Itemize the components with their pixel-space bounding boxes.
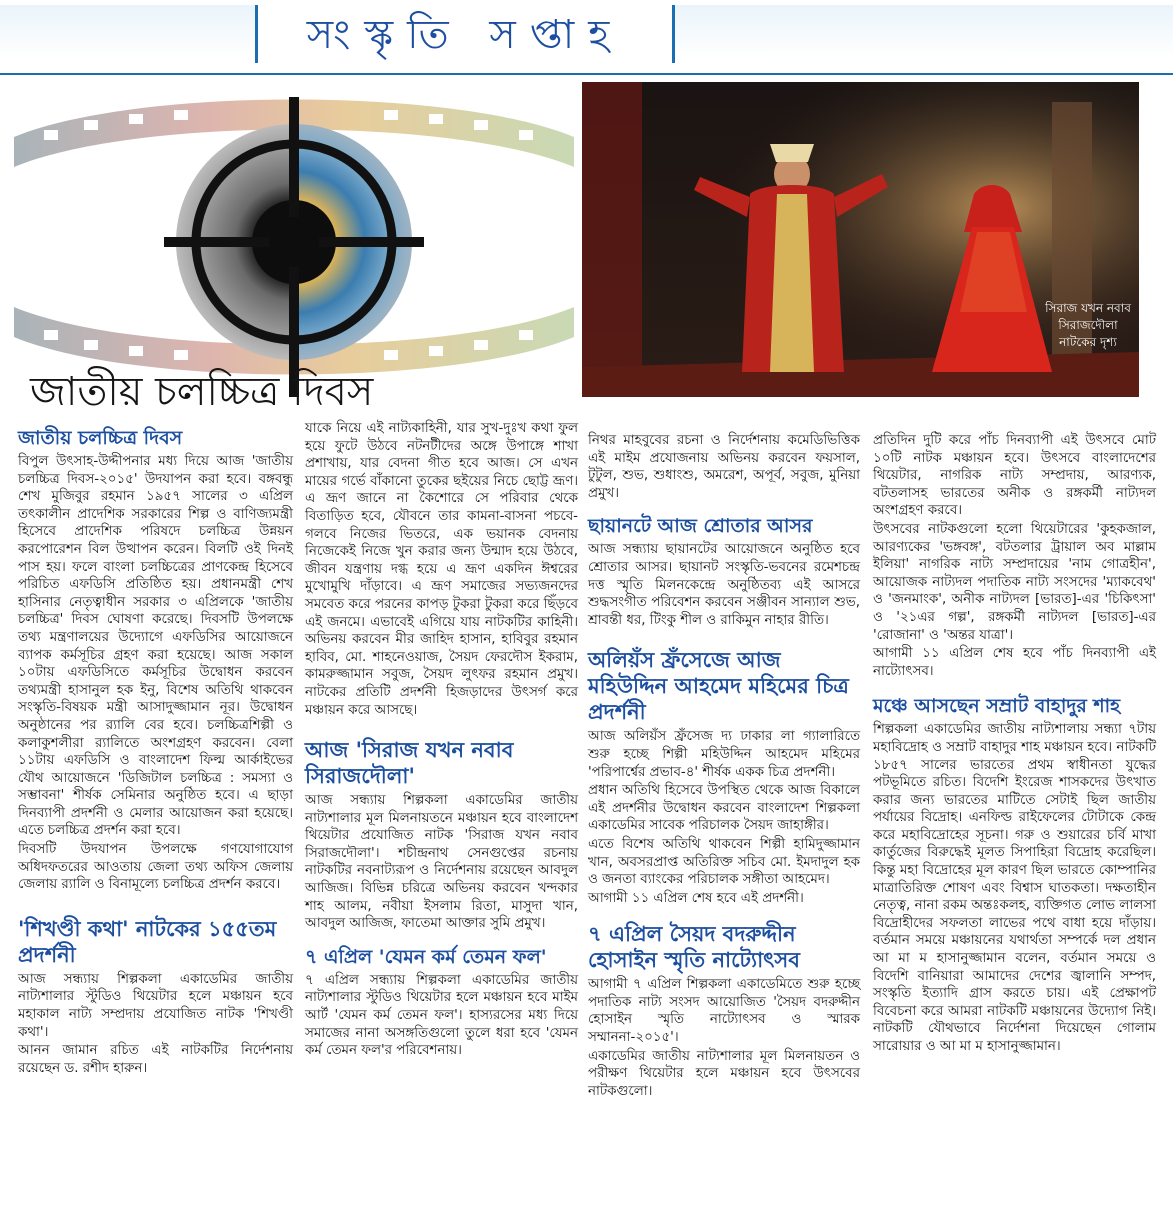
film-day-body-1: বিপুল উৎসাহ-উদ্দীপনার মধ্য দিয়ে আজ 'জাতীয় চলচ্চিত্র দিবস-২০১৫' উদযাপন করা হবে। বঙ্গবন্ধু শেখ মুজিবুর রহমান ১৯৫৭ সালের ৩ এপ্রিল তৎকালীন প্রাদেশিক সরকারের শিল্প ও বাণিজ্যমন্ত্রী হিসেবে প্রাদেশিক পরিষদে চলচ্চিত্র উন্নয়ন করপোরেশন বিল উত্থাপন করেন। বিলটি ওই দিনই পাস হয়। ফলে বাংলা চলচ্চিত্রের প্রাণকেন্দ্র হিসেবে পরিচিত এফডিসি প্রতিষ্ঠিত হয়। প্রধানমন্ত্রী শেখ হাসিনার নেতৃত্বাধীন সরকার ৩ এপ্রিলকে 'জাতীয় চলচ্চিত্র' দিবস ঘোষণা করেছে। দিবসটি উপলক্ষে তথ্য মন্ত্রণালয়ের উদ্যোগে এফডিসির আয়োজনে ব্যাপক কর্মসূচির গ্রহণ করা হয়েছে। আজ সকাল ১০টায় এফডিসিতে কর্মসূচির উদ্বোধন করবেন তথ্যমন্ত্রী হাসানুল হক ইনু, বিশেষ অতিথি থাকবেন সংস্কৃতি-বিষয়ক মন্ত্রী আসাদুজ্জামান নূর। উদ্বোধন অনুষ্ঠানের পর র‍্যালি বের হবে। চলচ্চিত্রশিল্পী ও কলাকুশলীরা র‍্যালিতে অংশগ্রহণ করবেন। বেলা ১১টায় এফডিসি ও বাংলাদেশ ফিল্ম আর্কাইভের যৌথ আয়োজনে 'ডিজিটাল চলচ্চিত্র : সমস্যা ও সম্ভাবনা' শীর্ষক সেমিনার অনুষ্ঠিত হবে। এ ছাড়া দিনব্যাপী প্রদর্শনী ও মেলার আয়োজন করা হয়েছে। এতে চলচ্চিত্র প্রদর্শন করা হবে। bbox=[18, 454, 293, 839]
siraj-body: আজ সন্ধ্যায় শিল্পকলা একাডেমির জাতীয় নাট্যশালার মূল মিলনায়তনে মঞ্চায়ন হবে বাংলাদেশ থিয়েটার প্রযোজিত নাটক 'সিরাজ যখন নবাব সিরাজদৌলা'। শচীন্দ্রনাথ সেনগুপ্তের রচনায় নাটকটির নবনাট্যরূপ ও নির্দেশনায় রয়েছেন আবদুল আজিজ। বিভিন্ন চরিত্রে অভিনয় করবেন খন্দকার শাহ আলম, নবীয়া ইসলাম রিতা, মাসুদা খান, আবদুল আজিজ, ফাতেমা আক্তার সুমি প্রমুখ। bbox=[305, 793, 578, 932]
film-day-banner-caption: জাতীয় চলচ্চিত্র দিবস bbox=[30, 369, 374, 415]
film-day-heading: জাতীয় চলচ্চিত্র দিবস bbox=[18, 427, 183, 449]
column-1 bbox=[18, 420, 293, 1078]
alliance-body-1: আজ অলিয়ঁস ফ্রঁসেজ দ্য ঢাকার লা গ্যালারিতে শুরু হচ্ছে শিল্পী মহিউদ্দিন আহমেদ মহিমের 'পরিপার্শ্বের প্রভাব-৪' শীর্ষক একক চিত্র প্রদর্শনী। bbox=[588, 729, 860, 780]
column-2 bbox=[305, 420, 578, 1061]
bahadur-shah-body: শিল্পকলা একাডেমির জাতীয় নাট্যশালায় সন্ধ্যা ৭টায় মহাবিদ্রোহ ও সম্রাট বাহাদুর শাহ মঞ্চায়ন হবে। নাটকটি ১৮৫৭ সালের ভারতের প্রথম স্বাধীনতা যুদ্ধের পটভূমিতে রচিত। বিদেশি ইংরেজ শাসকদের উৎখাত করার জন্য ভারতের মাটিতে সেটাই ছিল জাতীয় পর্যায়ের বিদ্রোহ। এনফিল্ড রাইফেলের টোটাকে কেন্দ্র করে মহাবিদ্রোহের সূচনা। গরু ও শুয়ারের চর্বি মাখা কার্তুজের বিরুদ্ধেই মূলত সিপাহিরা বিদ্রোহ করেছিল। কিন্তু মহা বিদ্রোহের মূল কারণ ছিল ভারতে কোম্পানির মাত্রাতিরিক্ত শোষণ এবং বিশ্বাস ঘাতকতা। দক্ষতাহীন নেতৃত্ব, নানা রকম অন্তঃকলহ, ব্যক্তিগত লোভ লালসা বিদ্রোহীদের সফলতা লাভের পথে বাধা হয়ে দাঁড়ায়। বর্তমান সময়ে মঞ্চায়নের যথার্থতা সম্পর্কে দল প্রধান আ মা ম হাসানুজ্জামান বলেন, বর্তমান সময়ে ও বিদেশি বানিয়ারা আমাদের দেশের জ্বালানি সম্পদ, সংস্কৃতি ইত্যাদি গ্রাস করতে চায়। এই প্রেক্ষাপট বিবেচনা করে আমরা নাটকটি মঞ্চায়নের উদ্যোগ নিই। নাটকটি যৌথভাবে নির্দেশনা দিয়েছেন গোলাম সারোয়ার ও আ মা ম হাসানুজ্জামান। bbox=[873, 722, 1156, 1054]
badruddin-body-1: আগামী ৭ এপ্রিল শিল্পকলা একাডেমিতে শুরু হচ্ছে পদাতিক নাট্য সংসদ আয়োজিত 'সৈয়দ বদরুদ্দীন হোসাইন স্মৃতি নাট্যোৎসব ও স্মারক সম্মাননা-২০১৫'। bbox=[588, 977, 860, 1046]
chhayanaut-body: আজ সন্ধ্যায় ছায়ানটের আয়োজনে অনুষ্ঠিত হবে শ্রোতার আসর। ছায়ানট সংস্কৃতি-ভবনের রমেশচন্দ্র দত্ত স্মৃতি মিলনকেন্দ্রে অনুষ্ঠিতব্য এই আসরে শুদ্ধসংগীত পরিবেশন করবেন সঞ্জীবন সান্যাল শুভ, শ্রাবন্তী ধর, টিংকু শীল ও রাকিমুন নাহার রীতি। bbox=[588, 542, 860, 628]
alliance-body-3: এতে বিশেষ অতিথি থাকবেন শিল্পী হামিদুজ্জামান খান, অবসরপ্রাপ্ত অতিরিক্ত সচিব মো. ইমদাদুল হক ও জনতা ব্যাংকের পরিচালক সঙ্গীতা আহমেদ। bbox=[588, 836, 860, 888]
jemon-kormo-heading: ৭ এপ্রিল 'যেমন কর্ম তেমন ফল' bbox=[305, 945, 547, 968]
alliance-heading: অলিয়ঁস ফ্রঁসেজে আজ মহিউদ্দিন আহমেদ মহিমের চিত্র প্রদর্শনী bbox=[588, 648, 849, 725]
column-4 bbox=[873, 432, 1156, 1057]
masthead bbox=[0, 0, 1173, 75]
badruddin-heading: ৭ এপ্রিল সৈয়দ বদরুদ্দীন হোসাইন স্মৃতি নাট্যোৎসব bbox=[588, 922, 800, 973]
badruddin-body-5: আগামী ১১ এপ্রিল শেষ হবে পাঁচ দিনব্যাপী এই নাট্যোৎসব। bbox=[873, 646, 1156, 679]
shikhondi-body-3: যাকে নিয়ে এই নাট্যকাহিনী, যার সুখ-দুঃখ কথা ফুল হয়ে ফুটে উঠবে নটনটীদের অঙ্গে উপাঙ্গে শাখা প্রশাখায়, যার বেদনা গীত হবে আজ। সে এখন মায়ের গর্ভে বাঁকানো তুকের ছইয়ের নিচে ছোট্ট ভ্রূণ। এ ভ্রূণ জানে না কৈশোরে সে পরিবার থেকে বিতাড়িত হবে, যৌবনে তার কামনা-বাসনা পচবে-গলবে নিজের ভিতরে, এক ভয়ানক বেদনায় নিজেকেই নিজে খুন করার জন্য উন্মাদ হয়ে উঠবে, জীবন যন্ত্রণায় দগ্ধ হয়ে এ ভ্রূণ একদিন ঈশ্বরের মুখোমুখি দাঁড়াবে। এ ভ্রূণ সমাজের সভ্যজনদের সমবেত করে পরনের কাপড় টুকরা টুকরা করে ছিঁড়বে এই জনমে। এভাবেই এগিয়ে যায় নাটকটির কাহিনী। অভিনয় করবেন মীর জাহিদ হাসান, হাবিবুর রহমান হাবিব, মো. শাহনেওয়াজ, সৈয়দ ফেরদৌস ইকরাম, কামরুজ্জামান সবুজ, সৈয়দ লুৎফর রহমান প্রমুখ। নাটকের প্রতিটি প্রদর্শনী হিজড়াদের উৎসর্গ করে মঞ্চায়ন করে আসছে। bbox=[305, 421, 578, 718]
photo-caption: সিরাজ যখন নবাব সিরাজদৌলা নাটকের দৃশ্য bbox=[1045, 301, 1131, 349]
page-title: সংস্কৃতি সপ্তাহ bbox=[306, 12, 624, 58]
badruddin-body-4: উৎসবের নাটকগুলো হলো থিয়েটারের 'কুহকজাল, আরণ্যকের 'ভঙ্গবঙ্গ', বটতলার ট্রায়াল অব মাল্লাম ইলিয়া' নাগরিক নাট্য সম্প্রদায়ের 'নাম গোত্রহীন', আয়োজক নাট্যদল পদাতিক নাট্য সংসদের 'ম্যাকবেথ' ও 'জনমাংক', অনীক নাট্যদল [ভারত]-এর 'চিকিৎসা' ও '২১এর গল্প', রঙ্গকর্মী নাট্যদল [ভারত]-এর 'রোজানা' ও 'অন্তর যাত্রা'। bbox=[873, 521, 1156, 643]
jemon-kormo-body-1: ৭ এপ্রিল সন্ধ্যায় শিল্পকলা একাডেমির জাতীয় নাট্যশালার স্টুডিও থিয়েটার হলে মঞ্চায়ন হবে মাইম আর্ট 'যেমন কর্ম তেমন ফল'। হাস্যরসের মধ্য দিয়ে সমাজের নানা অসঙ্গতিগুলো তুলে ধরা হবে 'যেমন কর্ম তেমন ফল'র পরিবেশনায়। bbox=[305, 972, 578, 1059]
shikhondi-body-2: আনন জামান রচিত এই নাটকটির নির্দেশনায় রয়েছেন ড. রশীদ হারুন। bbox=[18, 1043, 293, 1076]
column-3 bbox=[588, 432, 860, 1101]
badruddin-body-2: একাডেমির জাতীয় নাট্যশালার মূল মিলনায়তন ও পরীক্ষণ থিয়েটার হলে মঞ্চায়ন হবে উৎসবের নাটকগুলো। bbox=[588, 1048, 860, 1099]
chhayanaut-heading: ছায়ানটে আজ শ্রোতার আসর bbox=[588, 515, 813, 538]
film-day-logo bbox=[14, 92, 574, 402]
film-day-body-2: দিবসটি উদযাপন উপলক্ষে গণযোগাযোগ অধিদফতরের আওতায় জেলা তথ্য অফিস জেলায় জেলায় র‍্যালি ও বিনামূল্যে চলচ্চিত্র প্রদর্শন করবে। bbox=[18, 842, 293, 893]
alliance-body-2: প্রধান অতিথি হিসেবে উপস্থিত থেকে আজ বিকালে এই প্রদর্শনীর উদ্বোধন করবেন বাংলাদেশ শিল্পকলা একাডেমির সাবেক পরিচালক সৈয়দ জাহাঙ্গীর। bbox=[588, 783, 860, 834]
shikhondi-body-1: আজ সন্ধ্যায় শিল্পকলা একাডেমির জাতীয় নাট্যশালার স্টুডিও থিয়েটার হলে মঞ্চায়ন হবে মহাকাল নাট্য সম্প্রদায় প্রযোজিত নাটক 'শিখণ্ডী কথা'। bbox=[18, 971, 293, 1040]
bahadur-shah-heading: মঞ্চে আসছেন সম্রাট বাহাদুর শাহ bbox=[873, 695, 1121, 718]
siraj-heading: আজ 'সিরাজ যখন নবাব সিরাজদৌলা' bbox=[305, 738, 514, 789]
jemon-kormo-body-2: নিথর মাহবুবের রচনা ও নির্দেশনায় কমেডিভিত্তিক এই মাইম প্রযোজনায় অভিনয় করবেন ফয়সাল, টুটুল, শুভ, শুধাংশু, অমরেশ, অপূর্ব, সবুজ, মুনিয়া প্রমুখ। bbox=[588, 433, 860, 501]
shikhondi-heading: 'শিখণ্ডী কথা' নাটকের ১৫৫তম প্রদর্শনী bbox=[18, 916, 277, 967]
alliance-body-4: আগামী ১১ এপ্রিল শেষ হবে এই প্রদর্শনী। bbox=[588, 890, 804, 906]
badruddin-body-3: প্রতিদিন দুটি করে পাঁচ দিনব্যাপী এই উৎসবে মোট ১০টি নাটক মঞ্চায়ন হবে। উৎসবে বাংলাদেশের থিয়েটার, নাগরিক নাট্য সম্প্রদায়, আরণ্যক, বটতলাসহ ভারতের অনীক ও রঙ্গকর্মী নাট্যদল অংশগ্রহণ করবে। bbox=[873, 433, 1156, 519]
